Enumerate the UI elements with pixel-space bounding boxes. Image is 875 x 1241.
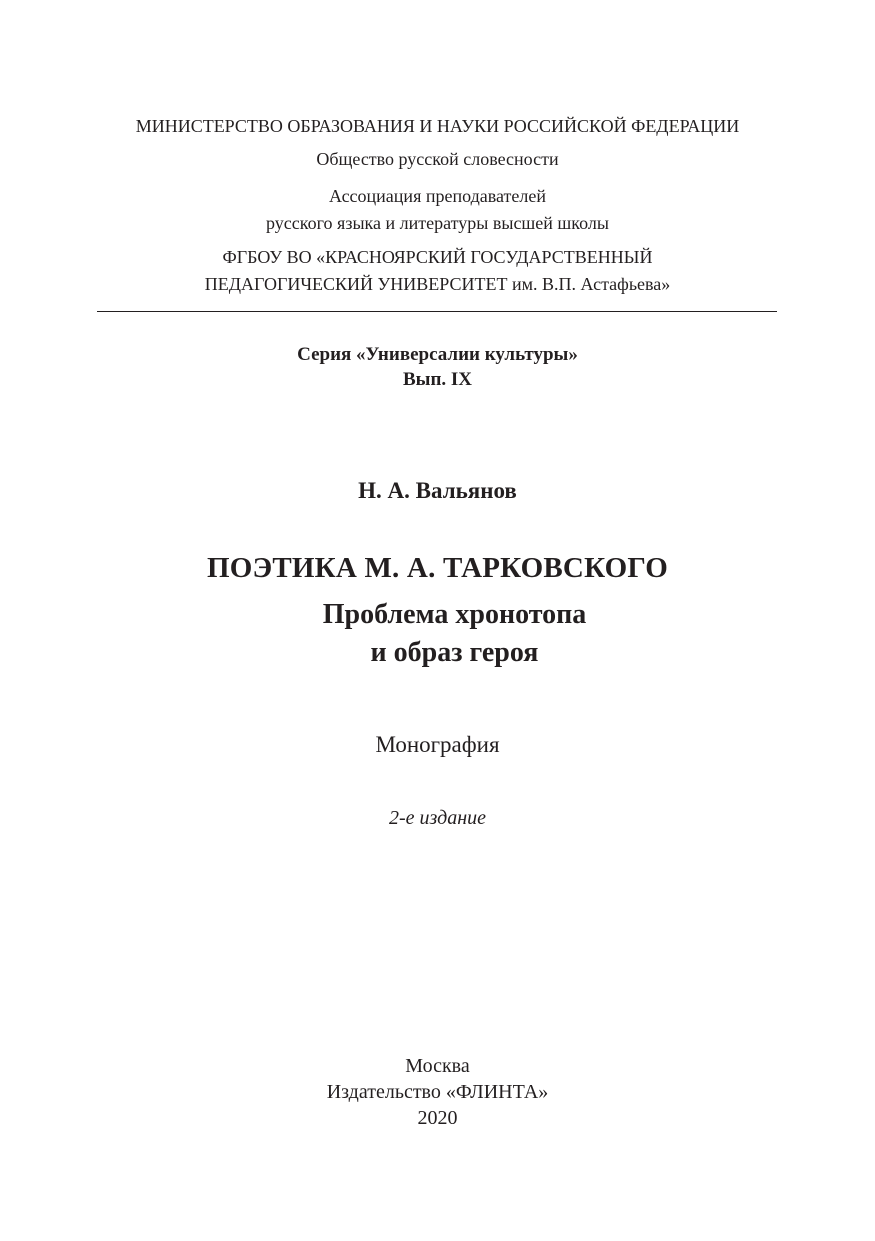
ministry-name: МИНИСТЕРСТВО ОБРАЗОВАНИЯ И НАУКИ РОССИЙСКОЙ ФЕДЕРАЦИИ xyxy=(135,116,740,136)
imprint-year: 2020 xyxy=(417,1107,458,1129)
book-subtitle-line2: и образ героя xyxy=(370,637,539,668)
edition-label: 2-е издание xyxy=(389,807,486,829)
book-genre: Монография xyxy=(375,732,500,757)
imprint-publisher: Издательство «ФЛИНТА» xyxy=(326,1081,549,1103)
horizontal-divider xyxy=(97,311,777,312)
book-title: ПОЭТИКА М. А. ТАРКОВСКОГО xyxy=(206,552,669,584)
author-name: Н. А. Вальянов xyxy=(358,478,517,503)
book-subtitle-line1: Проблема хронотопа xyxy=(322,599,587,630)
association-name-line1: Ассоциация преподавателей xyxy=(329,186,546,206)
association-name-line2: русского языка и литературы высшей школы xyxy=(266,213,609,233)
society-name: Общество русской словесности xyxy=(316,149,559,169)
university-name-line1: ФГБОУ ВО «КРАСНОЯРСКИЙ ГОСУДАРСТВЕННЫЙ xyxy=(222,247,653,267)
series-name: Серия «Универсалии культуры» xyxy=(297,344,578,365)
imprint-city: Москва xyxy=(405,1055,470,1077)
university-name-line2: ПЕДАГОГИЧЕСКИЙ УНИВЕРСИТЕТ им. В.П. Астафьева» xyxy=(204,274,671,294)
series-issue: Вып. IX xyxy=(402,369,473,390)
